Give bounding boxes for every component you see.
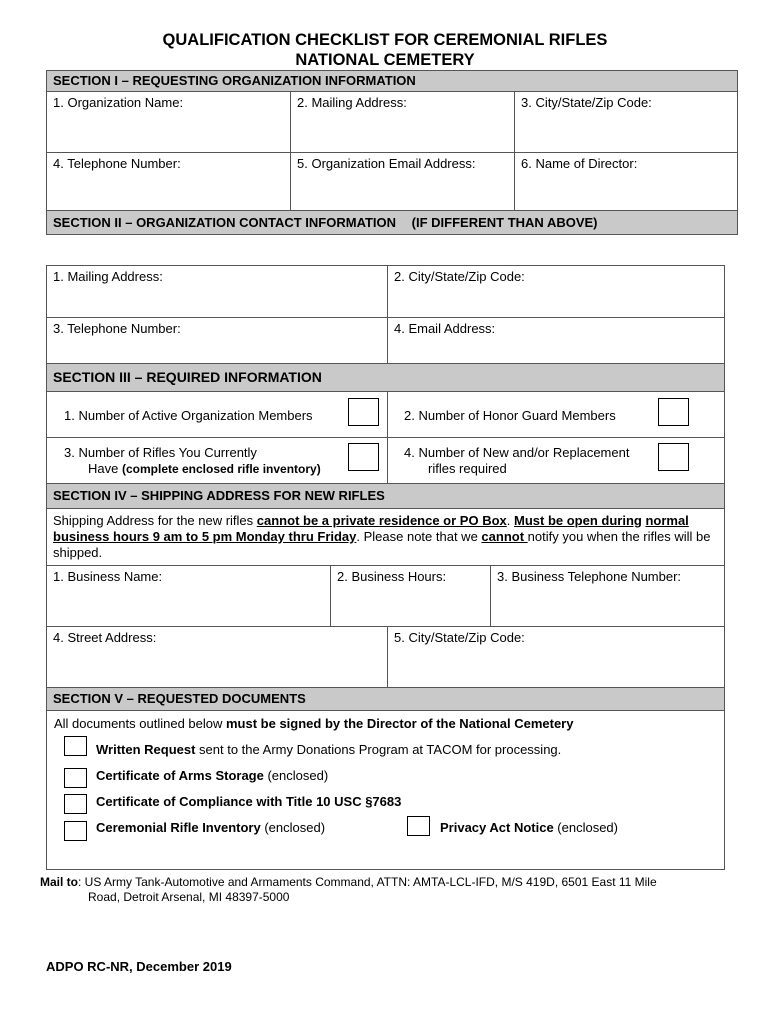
active-members-label: 1. Number of Active Organization Members — [64, 408, 313, 423]
org-name-field[interactable]: 1. Organization Name: — [46, 91, 291, 153]
mail-to-line1 — [40, 874, 657, 890]
compliance-checkbox[interactable] — [64, 794, 87, 814]
privacy-act-desc: (enclosed) — [553, 820, 618, 835]
shipping-hours-a: Must be open during — [514, 513, 642, 528]
mail-to-address: : US Army Tank-Automotive and Armaments Command, ATTN: AMTA-LCL-IFD, M/S 419D, 6501 East 11 Mile — [78, 875, 657, 889]
rifle-inventory-desc: (enclosed) — [260, 820, 326, 835]
city-state-zip-field[interactable]: 3. City/State/Zip Code: — [514, 91, 738, 153]
compliance-title: Certificate of Compliance with Title 10 USC §7683 — [96, 794, 402, 809]
written-request-label — [96, 742, 561, 758]
privacy-act-checkbox[interactable] — [407, 816, 430, 836]
current-rifles-label-line2 — [88, 461, 321, 477]
business-phone-field[interactable]: 3. Business Telephone Number: — [490, 565, 725, 627]
section3-header: SECTION III – REQUIRED INFORMATION — [46, 363, 725, 392]
contact-email-field[interactable]: 4. Email Address: — [387, 317, 725, 364]
written-request-desc: sent to the Army Donations Program at TACOM for processing. — [195, 742, 562, 757]
privacy-act-title: Privacy Act Notice — [440, 820, 554, 835]
rifle-inventory-title: Ceremonial Rifle Inventory — [96, 820, 261, 835]
telephone-field[interactable]: 4. Telephone Number: — [46, 152, 291, 211]
shipping-cannot: cannot — [481, 529, 528, 544]
shipping-hours-b: normal business hours 9 am to 5 pm Monday thru Friday — [53, 513, 689, 544]
form-id-footer: ADPO RC-NR, December 2019 — [46, 959, 232, 974]
arms-storage-desc: (enclosed) — [263, 768, 329, 783]
arms-storage-title: Certificate of Arms Storage — [96, 768, 264, 783]
documents-intro-signed: must be signed by the Director of the National Cemetery — [226, 716, 574, 731]
business-name-field[interactable]: 1. Business Name: — [46, 565, 331, 627]
shipping-instructions — [53, 513, 723, 561]
shipping-restriction: cannot be a private residence or PO Box — [256, 513, 507, 528]
current-rifles-have: Have — [88, 461, 119, 476]
mail-to-label: Mail to — [40, 875, 78, 889]
arms-storage-label — [96, 768, 328, 784]
active-members-input[interactable] — [348, 398, 379, 426]
rifle-inventory-note: (complete enclosed rifle inventory) — [121, 462, 321, 476]
section2-header — [46, 210, 738, 235]
replacement-rifles-label-line2: rifles required — [428, 461, 507, 476]
honor-guard-input[interactable] — [658, 398, 689, 426]
written-request-checkbox[interactable] — [64, 736, 87, 756]
shipping-text-h: notify you when — [527, 529, 618, 544]
replacement-rifles-label: 4. Number of New and/or Replacement — [404, 445, 630, 460]
documents-section-box — [46, 710, 725, 870]
documents-intro — [54, 716, 573, 732]
business-hours-field[interactable]: 2. Business Hours: — [330, 565, 491, 627]
contact-mailing-address-field[interactable]: 1. Mailing Address: — [46, 265, 388, 318]
section4-header: SECTION IV – SHIPPING ADDRESS FOR NEW RIFLES — [46, 483, 725, 509]
contact-city-state-zip-field[interactable]: 2. City/State/Zip Code: — [387, 265, 725, 318]
section1-header: SECTION I – REQUESTING ORGANIZATION INFORMATION — [46, 70, 738, 92]
compliance-label — [96, 794, 401, 810]
documents-intro-a: All documents outlined below — [54, 716, 226, 731]
shipping-text-a: Shipping Address for the new rifles — [53, 513, 257, 528]
org-email-field[interactable]: 5. Organization Email Address: — [290, 152, 515, 211]
section2-note: (IF DIFFERENT THAN ABOVE) — [411, 215, 598, 230]
shipping-city-state-zip-field[interactable]: 5. City/State/Zip Code: — [387, 626, 725, 688]
privacy-act-label — [440, 820, 618, 836]
honor-guard-label: 2. Number of Honor Guard Members — [404, 408, 616, 423]
shipping-text-c: . — [506, 513, 514, 528]
form-title-line2: NATIONAL CEMETERY — [295, 51, 475, 69]
shipping-text-f: . Please note that we — [356, 529, 482, 544]
street-address-field[interactable]: 4. Street Address: — [46, 626, 388, 688]
director-name-field[interactable]: 6. Name of Director: — [514, 152, 738, 211]
section2-title: SECTION II – ORGANIZATION CONTACT INFORMATION — [53, 215, 397, 230]
written-request-title: Written Request — [96, 742, 196, 757]
rifle-inventory-checkbox[interactable] — [64, 821, 87, 841]
current-rifles-label: 3. Number of Rifles You Currently — [64, 445, 257, 460]
contact-telephone-field[interactable]: 3. Telephone Number: — [46, 317, 388, 364]
mail-to-line2: Road, Detroit Arsenal, MI 48397-5000 — [88, 890, 290, 904]
shipping-text-i: the rifles will be shipped. — [53, 529, 711, 560]
rifle-inventory-label — [96, 820, 325, 836]
form-title-line1: QUALIFICATION CHECKLIST FOR CEREMONIAL RIFLES — [162, 31, 608, 49]
current-rifles-input[interactable] — [348, 443, 379, 471]
arms-storage-checkbox[interactable] — [64, 768, 87, 788]
section5-header: SECTION V – REQUESTED DOCUMENTS — [46, 687, 725, 711]
replacement-rifles-input[interactable] — [658, 443, 689, 471]
mailing-address-field[interactable]: 2. Mailing Address: — [290, 91, 515, 153]
